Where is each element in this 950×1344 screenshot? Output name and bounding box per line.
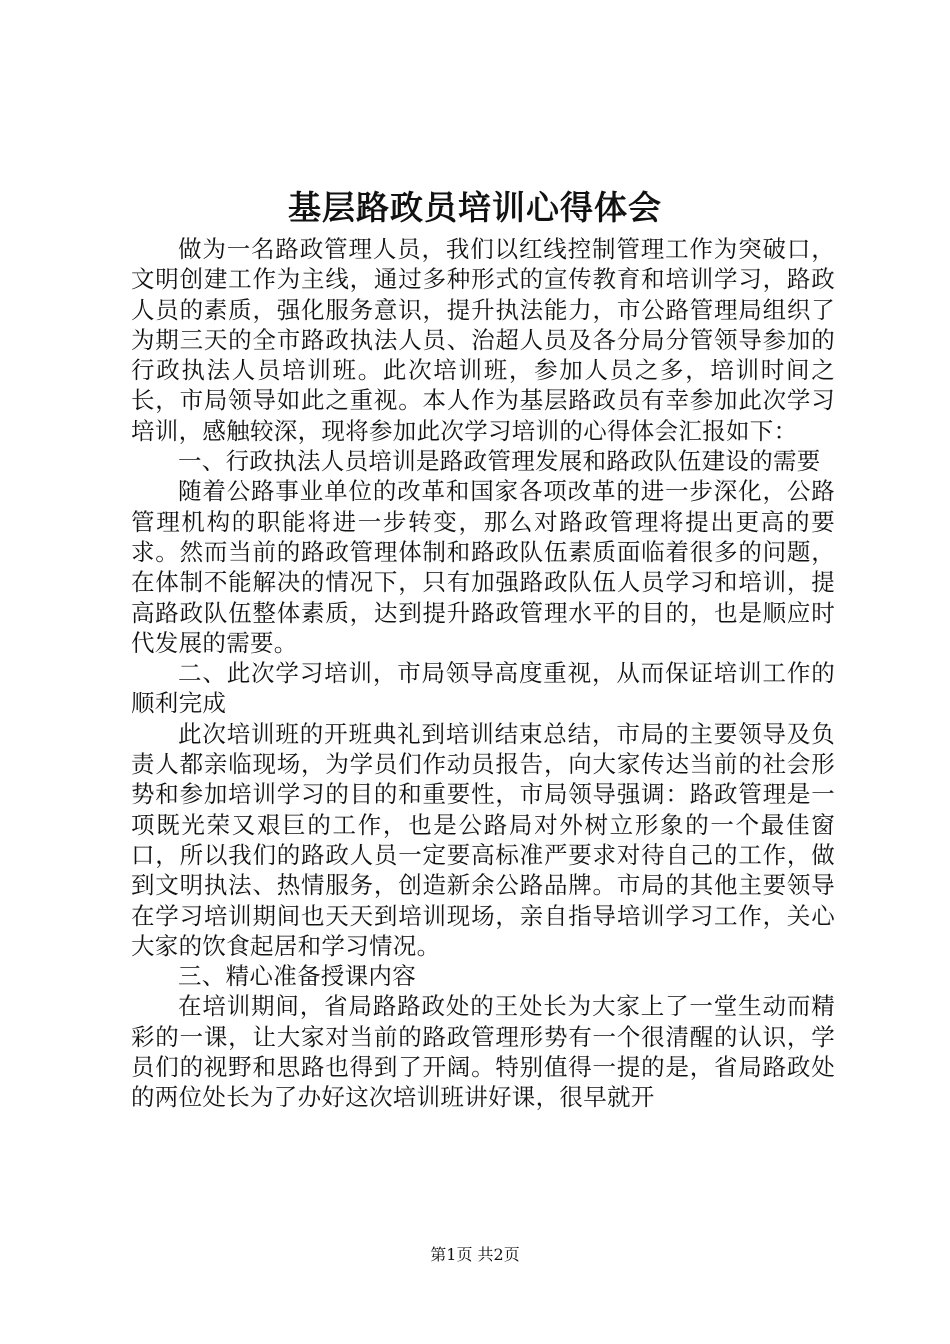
section-paragraph-2: 此次培训班的开班典礼到培训结束总结，市局的主要领导及负责人都亲临现场，为学员们作动员报告，向大家传达当前的社会形势和参加培训学习的目的和重要性，市局领导强调：路政管理是一项既光荣又艰巨的工作，也是公路局对外树立形象的一个最佳窗口，所以我们的路政人员一定要高标准严要求对待自己的工作，做到文明执法、热情服务，创造新余公路品牌。市局的其他主要领导在学习培训期间也天天到培训现场，亲自指导培训学习工作，关心大家的饮食起居和学习情况。 bbox=[131, 719, 835, 960]
section-heading-1: 一、行政执法人员培训是路政管理发展和路政队伍建设的需要 bbox=[178, 447, 821, 476]
section-heading-2: 二、此次学习培训，市局领导高度重视，从而保证培训工作的顺利完成 bbox=[131, 659, 835, 718]
section-heading-3: 三、精心准备授课内容 bbox=[178, 962, 416, 991]
document-title: 基层路政员培训心得体会 bbox=[288, 188, 662, 227]
section-paragraph-3: 在培训期间，省局路路政处的王处长为大家上了一堂生动而精彩的一课，让大家对当前的路政管理形势有一个很清醒的认识，学员们的视野和思路也得到了开阔。特别值得一提的是，省局路政处的两位处长为了办好这次培训班讲好课，很早就开 bbox=[131, 992, 835, 1112]
page-footer: 第1页 共2页 bbox=[430, 1245, 520, 1264]
section-paragraph-1: 随着公路事业单位的改革和国家各项改革的进一步深化，公路管理机构的职能将进一步转变，那么对路政管理将提出更高的要求。然而当前的路政管理体制和路政队伍素质面临着很多的问题，在体制不能解决的情况下，只有加强路政队伍人员学习和培训，提高路政队伍整体素质，达到提升路政管理水平的目的，也是顺应时代发展的需要。 bbox=[131, 477, 835, 657]
document-body bbox=[131, 234, 835, 1113]
intro-paragraph: 做为一名路政管理人员，我们以红线控制管理工作为突破口，文明创建工作为主线，通过多种形式的宣传教育和培训学习，路政人员的素质，强化服务意识，提升执法能力，市公路管理局组织了为期三天的全市路政执法人员、治超人员及各分局分管领导参加的行政执法人员培训班。此次培训班，参加人员之多，培训时间之长，市局领导如此之重视。本人作为基层路政员有幸参加此次学习培训，感触较深，现将参加此次学习培训的心得体会汇报如下： bbox=[131, 235, 835, 445]
